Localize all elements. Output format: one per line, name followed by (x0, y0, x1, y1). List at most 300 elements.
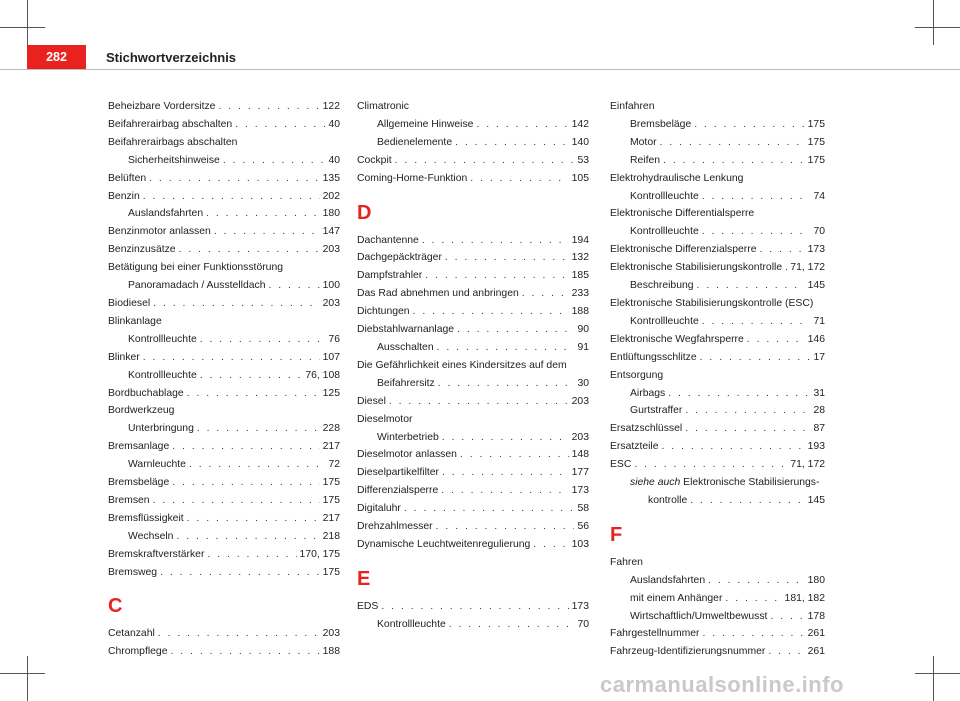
index-entry-label: Diebstahlwarnanlage (357, 324, 455, 336)
index-entry-label: Benzinzusätze (108, 244, 176, 256)
index-entry-page: 142 (571, 118, 589, 130)
index-entry-label: Elektronische Differenzialsperre (610, 244, 757, 256)
index-entry-label: Chrompflege (108, 646, 168, 658)
index-entry-page: 107 (322, 351, 340, 363)
index-entry (108, 98, 340, 116)
index-entry-page: 173 (571, 485, 589, 497)
leader-dots (470, 170, 568, 188)
index-entry (108, 546, 340, 564)
index-entry (610, 116, 825, 134)
leader-dots (694, 116, 804, 134)
leader-dots (158, 625, 320, 643)
leader-dots (725, 590, 781, 608)
index-entry-page: 261 (807, 628, 825, 640)
index-entry-page: 70 (813, 226, 825, 238)
index-entry-page: 87 (813, 423, 825, 435)
leader-dots (422, 232, 569, 250)
leader-dots (153, 492, 320, 510)
index-entry-page: 125 (322, 387, 340, 399)
index-entry-page: 173 (807, 244, 825, 256)
index-entry-page: 175 (322, 566, 340, 578)
index-column-2 (357, 98, 589, 634)
index-entry-label: Benzinmotor anlassen (108, 226, 211, 238)
index-entry-page: 122 (322, 101, 340, 112)
index-entry (357, 116, 589, 134)
index-entry-page: 148 (571, 449, 589, 461)
leader-dots (747, 331, 805, 349)
index-entry (610, 572, 825, 590)
index-entry: Beifahrerairbags abschalten (108, 136, 238, 148)
index-entry (108, 295, 340, 313)
index-entry (357, 134, 589, 152)
index-entry (610, 223, 825, 241)
index-entry (108, 492, 340, 510)
index-entry (357, 170, 589, 188)
leader-dots (708, 572, 805, 590)
index-entry (610, 402, 825, 420)
leader-dots (207, 546, 296, 564)
index-entry (108, 331, 340, 349)
leader-dots (143, 349, 320, 367)
index-entry (610, 456, 825, 474)
index-entry-label: Biodiesel (108, 297, 151, 309)
index-entry-page: 202 (322, 190, 340, 202)
leader-dots (206, 205, 320, 223)
index-entry-label: Wechseln (128, 530, 174, 542)
index-entry (610, 152, 825, 170)
index-entry (610, 241, 825, 259)
crop-mark (933, 0, 934, 45)
index-entry-label: Bremsbeläge (108, 477, 170, 489)
index-entry-page: 203 (571, 431, 589, 443)
index-entry-label: Blinker (108, 351, 140, 363)
leader-dots (697, 277, 805, 295)
index-entry-page: 90 (577, 324, 589, 336)
index-entry-kindersitz-cont: Beifahrersitz . . . 30 (357, 375, 589, 393)
crop-mark (27, 0, 28, 45)
index-entry (610, 277, 825, 295)
index-entry-page: 72 (328, 459, 340, 471)
index-entry-label: Diesel (357, 395, 386, 407)
leader-dots (143, 188, 320, 206)
index-entry (610, 349, 825, 367)
index-entry-label: ESC (610, 459, 632, 471)
index-entry-page: 203 (322, 244, 340, 256)
index-entry-label: Sicherheitshinweise (128, 154, 220, 166)
leader-dots (404, 500, 575, 518)
index-entry-label: Bremsflüssigkeit (108, 512, 184, 524)
crop-mark (933, 656, 934, 701)
leader-dots (187, 385, 320, 403)
leader-dots (663, 152, 805, 170)
index-entry-page: 188 (571, 306, 589, 318)
index-entry (357, 518, 589, 536)
index-entry-label: Dachantenne (357, 234, 419, 246)
leader-dots (441, 482, 568, 500)
index-entry-label: Bordbuchablage (108, 387, 184, 399)
index-entry-page: 170, 175 (299, 548, 340, 560)
index-entry (357, 598, 589, 616)
index-entry: Elektronische Stabilisierungskontrolle (ESC) (610, 297, 814, 309)
index-entry-label: Bedienelemente (377, 136, 453, 148)
index-entry (357, 249, 589, 267)
index-entry-page: 177 (571, 467, 589, 479)
leader-dots (176, 528, 319, 546)
index-entry-esc-see-also: siehe auch Elektronische Stabilisierungs- (630, 477, 820, 489)
index-entry (108, 456, 340, 474)
leader-dots (197, 420, 320, 438)
index-entry (357, 536, 589, 554)
index-entry-page: 100 (322, 280, 340, 292)
index-entry-page: 71, 172 (790, 459, 825, 471)
index-entry-label: Ersatzteile (610, 441, 659, 453)
index-entry-label: Beheizbare Vordersitze (108, 101, 216, 112)
index-entry-label: Wirtschaftlich/Umweltbewusst (630, 610, 768, 622)
index-entry-page: 173 (571, 600, 589, 612)
leader-dots (702, 188, 811, 206)
leader-dots (522, 285, 569, 303)
index-entry (357, 267, 589, 285)
index-entry-label: Dachgepäckträger (357, 252, 442, 264)
index-entry-label: Benzin (108, 190, 140, 202)
index-entry (610, 590, 825, 608)
index-entry (108, 367, 340, 385)
leader-dots (179, 241, 320, 259)
index-entry-label: Reifen (630, 154, 661, 166)
index-entry-label: Beifahrerairbag abschalten (108, 118, 233, 130)
leader-dots (442, 464, 569, 482)
leader-dots (189, 456, 325, 474)
index-entry (610, 134, 825, 152)
leader-dots (153, 295, 319, 313)
index-entry-label: Beschreibung (630, 280, 694, 292)
index-entry-label: Gurtstraffer (630, 405, 683, 417)
index-entry-label: mit einem Anhänger (630, 592, 723, 604)
leader-dots (768, 643, 804, 661)
index-entry-page: 132 (571, 252, 589, 264)
index-entry: Blinkanlage (108, 315, 162, 327)
index-entry: Elektrohydraulische Lenkung (610, 172, 744, 184)
index-entry-page: 103 (571, 538, 589, 550)
leader-dots (703, 625, 805, 643)
index-entry (357, 446, 589, 464)
leader-dots (685, 402, 810, 420)
index-entry: Bordwerkzeug (108, 405, 175, 417)
crop-mark (915, 27, 960, 28)
index-entry (108, 474, 340, 492)
leader-dots (702, 313, 811, 331)
index-entry-page: 40 (328, 118, 340, 130)
index-entry (357, 321, 589, 339)
index-entry (108, 438, 340, 456)
index-entry (108, 625, 340, 643)
index-entry-page: 17 (813, 351, 825, 363)
leader-dots (460, 446, 569, 464)
index-entry: Dieselmotor (357, 413, 413, 425)
leader-dots (381, 598, 568, 616)
index-entry (357, 500, 589, 518)
index-entry-page: 146 (807, 333, 825, 345)
section-letter-e: E (357, 567, 371, 590)
leader-dots (770, 608, 804, 626)
index-entry-page: 180 (807, 574, 825, 586)
leader-dots (457, 321, 574, 339)
index-entry-label: Fahrzeug-Identifizierungsnummer (610, 646, 766, 658)
index-entry-page: 261 (807, 646, 825, 658)
leader-dots (442, 429, 569, 447)
index-entry: Einfahren (610, 101, 655, 112)
watermark: carmanualsonline.info (600, 672, 844, 697)
index-entry-label: Auslandsfahrten (128, 208, 204, 220)
index-entry-label: Panoramadach / Ausstelldach (128, 280, 266, 292)
index-entry (357, 232, 589, 250)
leader-dots (702, 223, 811, 241)
index-entry-page: 175 (322, 477, 340, 489)
index-entry-label: Dampfstrahler (357, 270, 423, 282)
index-entry (357, 303, 589, 321)
index-entry-page: 53 (577, 154, 589, 166)
index-entry-page: 185 (571, 270, 589, 282)
index-entry (108, 643, 340, 661)
index-entry (610, 313, 825, 331)
leader-dots (436, 518, 575, 536)
index-entry-label: Bremskraftverstärker (108, 548, 205, 560)
leader-dots (476, 116, 568, 134)
page-number: 282 (27, 45, 86, 69)
index-entry (108, 528, 340, 546)
index-entry: Fahren (610, 556, 643, 568)
leader-dots (700, 349, 811, 367)
index-entry-label: Dichtungen (357, 306, 410, 318)
index-entry (357, 393, 589, 411)
index-entry-label: Kontrollleuchte (128, 333, 197, 345)
index-entry (108, 205, 340, 223)
leader-dots (668, 385, 810, 403)
index-entry-page: 228 (322, 423, 340, 435)
index-entry-page: 180 (322, 208, 340, 220)
index-entry-label: Elektronische Wegfahrsperre (610, 333, 744, 345)
leader-dots (235, 116, 325, 134)
index-entry-label: Ersatzschlüssel (610, 423, 683, 435)
index-entry (610, 188, 825, 206)
index-entry-page: 105 (571, 172, 589, 184)
leader-dots (760, 241, 805, 259)
index-entry-page: 91 (577, 341, 589, 353)
index-entry-page: 71 (813, 315, 825, 327)
index-entry-page: 76 (328, 333, 340, 345)
leader-dots (172, 438, 319, 456)
leader-dots (149, 170, 320, 188)
index-entry-page: 175 (807, 154, 825, 166)
index-entry-label: Drehzahlmesser (357, 521, 433, 533)
index-entry (108, 510, 340, 528)
index-entry-page: 58 (577, 503, 589, 515)
index-entry-label: Bremsbeläge (630, 118, 692, 130)
index-entry-page: 147 (322, 226, 340, 238)
index-entry (610, 420, 825, 438)
index-entry-label: Dieselpartikelfilter (357, 467, 439, 479)
index-entry-page: 217 (322, 512, 340, 524)
index-entry-label: Belüften (108, 172, 147, 184)
index-entry-page: 175 (807, 136, 825, 148)
index-entry-label: Kontrollleuchte (630, 190, 699, 202)
index-entry-label: Bremsweg (108, 566, 158, 578)
leader-dots (268, 277, 319, 295)
index-entry-kindersitz: Die Gefährlichkeit eines Kindersitzes auf dem (357, 359, 567, 371)
index-entry: Betätigung bei einer Funktionsstörung (108, 262, 284, 274)
index-entry-label: Winterbetrieb (377, 431, 439, 443)
leader-dots (634, 456, 787, 474)
leader-dots (445, 249, 569, 267)
index-entry-page: 175 (322, 494, 340, 506)
leader-dots (171, 643, 320, 661)
crop-mark (0, 27, 45, 28)
index-entry (357, 482, 589, 500)
index-entry: Elektronische Differentialsperre (610, 208, 755, 220)
index-entry (610, 331, 825, 349)
index-entry (357, 285, 589, 303)
index-entry-page: 135 (322, 172, 340, 184)
leader-dots (389, 393, 569, 411)
index-entry-label: Dieselmotor anlassen (357, 449, 457, 461)
index-entry-label: Coming-Home-Funktion (357, 172, 468, 184)
index-entry (610, 625, 825, 643)
index-entry (108, 241, 340, 259)
index-entry-label: Cetanzahl (108, 628, 155, 640)
leader-dots (455, 134, 569, 152)
index-entry-page: 31 (813, 387, 825, 399)
index-entry (108, 116, 340, 134)
index-entry (108, 152, 340, 170)
leader-dots (395, 152, 575, 170)
index-entry-label: Auslandsfahrten (630, 574, 706, 586)
index-entry (108, 385, 340, 403)
leader-dots (662, 438, 805, 456)
index-entry-label: Bremsanlage (108, 441, 170, 453)
index-entry-page: 28 (813, 405, 825, 417)
index-entry (610, 608, 825, 626)
index-entry-page: 76, 108 (305, 369, 340, 381)
leader-dots (437, 339, 575, 357)
index-entry-label: Cockpit (357, 154, 392, 166)
index-column-1 (108, 98, 340, 661)
index-entry-label: Airbags (630, 387, 666, 399)
index-entry-page: 56 (577, 521, 589, 533)
index-entry-page: 203 (571, 395, 589, 407)
index-entry (610, 643, 825, 661)
leader-dots (685, 420, 810, 438)
index-entry (610, 438, 825, 456)
index-entry-label: EDS (357, 600, 379, 612)
index-entry-label: Digitaluhr (357, 503, 401, 515)
index-entry-label: Bremsen (108, 494, 150, 506)
leader-dots (425, 267, 568, 285)
index-entry-page: 70 (577, 618, 589, 630)
index-entry-label: Kontrollleuchte (630, 226, 699, 238)
leader-dots (172, 474, 319, 492)
section-letter-c: C (108, 595, 123, 618)
index-entry: Entsorgung (610, 369, 664, 381)
index-entry-page: 203 (322, 628, 340, 640)
crop-mark (27, 656, 28, 701)
leader-dots (449, 616, 575, 634)
index-entry-page: 175 (807, 118, 825, 130)
leader-dots (187, 510, 320, 528)
index-entry-page: 145 (807, 280, 825, 292)
section-letter-f: F (610, 523, 623, 546)
leader-dots (785, 259, 787, 277)
index-entry (357, 152, 589, 170)
index-entry (108, 349, 340, 367)
leader-dots (214, 223, 320, 241)
index-entry-page: 188 (322, 646, 340, 658)
leader-dots (660, 134, 805, 152)
index-entry-climatronic: Climatronic (357, 101, 409, 112)
leader-dots (218, 98, 319, 116)
index-entry-page: 233 (571, 288, 589, 300)
index-entry (610, 259, 825, 277)
index-entry-page: 217 (322, 441, 340, 453)
index-entry-page: 193 (807, 441, 825, 453)
index-entry-label: Entlüftungsschlitze (610, 351, 697, 363)
index-entry-page: 203 (322, 297, 340, 309)
index-entry-esc-see-also-cont: kontrolle . . . 145 (610, 492, 825, 510)
index-entry-label: Dynamische Leuchtweitenregulierung (357, 538, 531, 550)
index-entry-page: 74 (813, 190, 825, 202)
index-entry (108, 277, 340, 295)
index-entry (357, 464, 589, 482)
index-entry (357, 616, 589, 634)
index-entry-label: Motor (630, 136, 657, 148)
index-entry (108, 188, 340, 206)
leader-dots (533, 536, 568, 554)
leader-dots (413, 303, 569, 321)
index-entry (108, 420, 340, 438)
index-entry-page: 140 (571, 136, 589, 148)
index-entry (108, 564, 340, 582)
index-entry-label: Kontrollleuchte (377, 618, 446, 630)
index-entry (108, 223, 340, 241)
index-entry-label: Unterbringung (128, 423, 194, 435)
leader-dots (200, 367, 303, 385)
index-entry-label: Ausschalten (377, 341, 434, 353)
index-entry (610, 385, 825, 403)
index-entry-page: 181, 182 (784, 592, 825, 604)
index-entry-page: 40 (328, 154, 340, 166)
index-entry-label: Elektronische Stabilisierungskontrolle (610, 262, 783, 274)
page-title: Stichwortverzeichnis (106, 50, 237, 65)
index-entry-label: Fahrgestellnummer (610, 628, 700, 640)
index-entry-page: 71, 172 (790, 262, 825, 274)
index-entry (108, 170, 340, 188)
index-entry-label: Allgemeine Hinweise (377, 118, 474, 130)
index-column-3 (610, 98, 825, 661)
section-letter-d: D (357, 201, 372, 224)
index-entry (357, 339, 589, 357)
leader-dots (160, 564, 320, 582)
index-entry-label: Warnleuchte (128, 459, 186, 471)
index-entry-label: Das Rad abnehmen und anbringen (357, 288, 519, 300)
index-entry-page: 194 (571, 234, 589, 246)
index-entry-label: Kontrollleuchte (128, 369, 197, 381)
index-entry-label: Kontrollleuchte (630, 315, 699, 327)
crop-mark (0, 673, 45, 674)
index-entry (357, 429, 589, 447)
crop-mark (915, 673, 960, 674)
index-entry-page: 178 (807, 610, 825, 622)
leader-dots (223, 152, 326, 170)
index-entry-label: Differenzialsperre (357, 485, 439, 497)
